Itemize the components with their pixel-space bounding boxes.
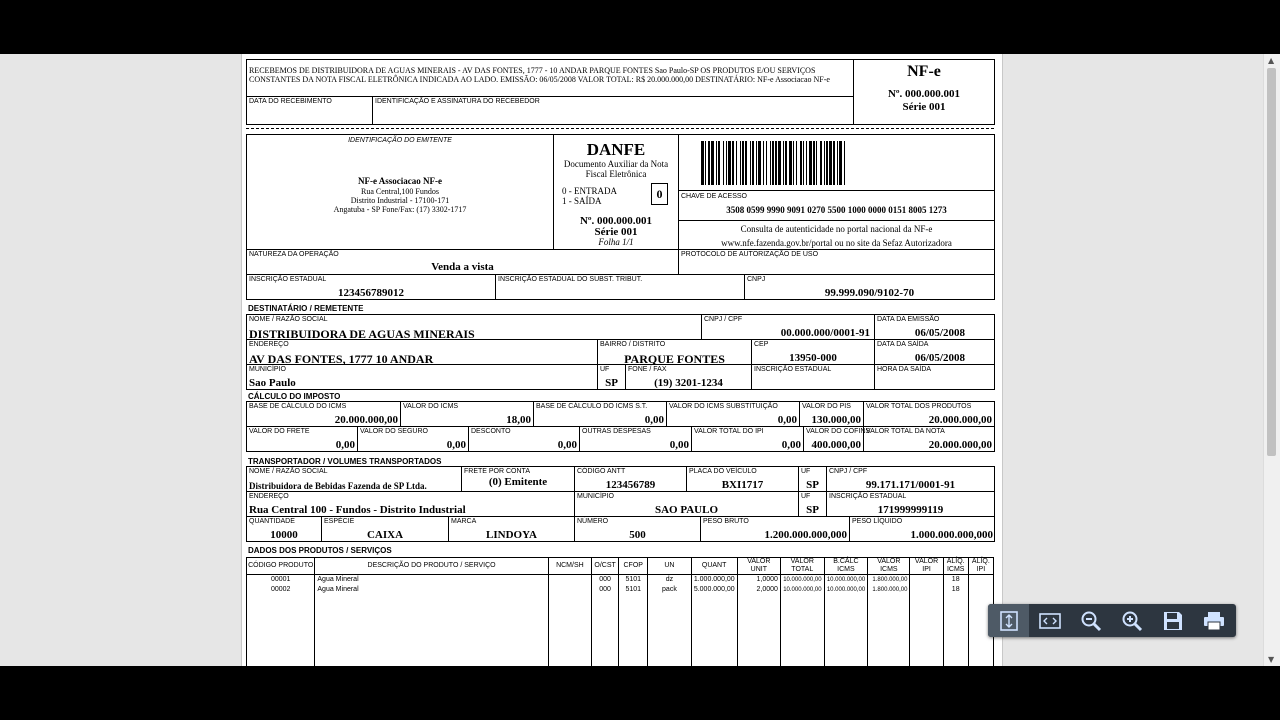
recipient-address-box xyxy=(246,339,598,365)
table-filler-cell xyxy=(824,595,868,666)
recipient-cep-box xyxy=(751,339,875,365)
danfe-subtitle-1: Documento Auxiliar da Nota xyxy=(563,159,669,169)
products-body xyxy=(247,575,994,667)
table-cell: pack xyxy=(648,585,691,595)
tax-row1-cell xyxy=(400,401,534,427)
save-button[interactable] xyxy=(1152,604,1193,637)
consult-line-1: Consulta de autenticidade no portal nacional da NF-e xyxy=(740,224,933,234)
recipient-district-label: BAIRRO / DISTRITO xyxy=(600,341,666,348)
receipt-text: RECEBEMOS DE DISTRIBUIDORA DE AGUAS MINERAIS - AV DAS FONTES, 1777 - 10 ANDAR PARQUE FONTES Sao Paulo-SP OS PRODUTOS E/OU SERVIÇOS CONSTANTES DA NOTA FISCAL ELETRÔNICA INDICADA AO LADO. EMISSÃO: 06/05/2008 VALOR TOTAL: R$ 20.000.000,00 DESTINATÁRIO: NF-e Associacao NF-e xyxy=(249,66,830,84)
zoom-in-icon xyxy=(1120,609,1144,633)
table-cell: 5101 xyxy=(619,585,648,595)
carrier-uf-label: UF xyxy=(801,468,811,475)
table-cell: 5101 xyxy=(619,575,648,586)
nature-box xyxy=(246,249,679,275)
barcode-bar xyxy=(789,141,792,185)
tax-row1-cell xyxy=(533,401,667,427)
table-cell: 00001 xyxy=(247,575,315,586)
tax-row2-label: VALOR TOTAL DO IPI xyxy=(694,428,764,435)
barcode-bar xyxy=(740,141,741,185)
print-button[interactable] xyxy=(1193,604,1234,637)
issuer-box xyxy=(246,134,554,250)
danfe-subtitle-2: Fiscal Eletrônica xyxy=(585,169,647,179)
table-filler-cell xyxy=(247,595,315,666)
barcode-bar xyxy=(701,141,704,185)
products-header-cell: QUANT xyxy=(691,558,737,575)
table-cell: 10.000.000,00 xyxy=(824,575,868,586)
consult-line-2: www.nfe.fazenda.gov.br/portal ou no site da Sefaz Autorizadora xyxy=(721,238,952,248)
carrier-name-value: Distribuidora de Bebidas Fazenda de SP Ltda. xyxy=(249,481,427,491)
zoom-out-button[interactable] xyxy=(1070,604,1111,637)
fit-width-button[interactable] xyxy=(1029,604,1070,637)
barcode-bar xyxy=(800,141,802,185)
tax-section-title: CÁLCULO DO IMPOSTO xyxy=(248,392,341,401)
zoom-out-icon xyxy=(1079,609,1103,633)
ie-st-box xyxy=(495,274,745,300)
barcode-bar xyxy=(820,141,822,185)
carrier-uf2-box xyxy=(798,491,827,517)
danfe-page xyxy=(241,54,1003,666)
products-header-row xyxy=(247,558,994,575)
exit-date-value: 06/05/2008 xyxy=(914,352,965,364)
qty-value: 10000 xyxy=(270,529,298,541)
recipient-address-label: ENDEREÇO xyxy=(249,341,289,348)
qty-label: QUANTIDADE xyxy=(249,518,295,525)
protocol-box xyxy=(678,249,995,275)
document-viewer xyxy=(0,54,1280,666)
barcode-bar xyxy=(736,141,737,185)
table-filler-cell xyxy=(737,595,780,666)
tax-row1-cell xyxy=(863,401,995,427)
barcode-bar xyxy=(708,141,710,185)
table-row xyxy=(247,585,994,595)
products-header-cell: DESCRIÇÃO DO PRODUTO / SERVIÇO xyxy=(315,558,548,575)
ie-value: 123456789012 xyxy=(338,287,404,299)
freight-box xyxy=(461,466,575,492)
table-cell: 1.800.000,00 xyxy=(868,585,910,595)
barcode-bar xyxy=(824,141,825,185)
table-filler-cell xyxy=(592,595,619,666)
table-cell xyxy=(910,575,943,586)
products-header-cell: UN xyxy=(648,558,691,575)
recipient-ie-box xyxy=(751,364,875,390)
brand-value: LINDOYA xyxy=(486,529,537,541)
plate-label: PLACA DO VEÍCULO xyxy=(689,468,757,475)
table-cell: 10.000.000,00 xyxy=(824,585,868,595)
carrier-city-value: SAO PAULO xyxy=(654,504,719,516)
scroll-up-icon[interactable]: ▲ xyxy=(1268,56,1275,65)
danfe-type-value: 0 xyxy=(651,183,668,205)
table-cell: 5.000.000,00 xyxy=(691,585,737,595)
plate-box xyxy=(686,466,799,492)
barcode-bar xyxy=(803,141,804,185)
recipient-name-box xyxy=(246,314,702,340)
tax-row2-cell xyxy=(691,426,804,452)
brand-label: MARCA xyxy=(451,518,477,525)
carrier-cnpj-value: 99.171.171/0001-91 xyxy=(865,479,956,491)
tax-row1-value: 20.000.000,00 xyxy=(334,414,398,426)
table-filler-cell xyxy=(780,595,824,666)
exit-date-label: DATA DA SAÍDA xyxy=(877,341,929,348)
barcode-bar xyxy=(837,141,838,185)
products-header-cell: CFOP xyxy=(619,558,648,575)
table-cell xyxy=(548,585,591,595)
danfe-serie: Série 001 xyxy=(594,226,638,238)
recipient-address-value: AV DAS FONTES, 1777 10 ANDAR xyxy=(249,352,434,366)
barcode-bar xyxy=(813,141,815,185)
barcode-bar xyxy=(844,141,845,185)
carrier-address-label: ENDEREÇO xyxy=(249,493,289,500)
barcode-bar xyxy=(750,141,751,185)
tax-row2-label: OUTRAS DESPESAS xyxy=(582,428,651,435)
recipient-cep-label: CEP xyxy=(754,341,769,348)
tax-row1-value: 0,00 xyxy=(777,414,797,426)
viewer-toolbar xyxy=(988,604,1236,637)
ie-label: INSCRIÇÃO ESTADUAL xyxy=(249,276,327,283)
carrier-cnpj-label: CNPJ / CPF xyxy=(829,468,868,475)
recipient-city-value: Sao Paulo xyxy=(249,377,296,389)
number-value: 500 xyxy=(629,529,646,541)
ie-box xyxy=(246,274,496,300)
antt-box xyxy=(574,466,687,492)
recipient-uf-box xyxy=(597,364,626,390)
barcode-bar xyxy=(829,141,832,185)
barcode-bar xyxy=(778,141,781,185)
barcode-bar xyxy=(809,141,812,185)
products-header-cell: VALOR ICMS xyxy=(868,558,910,575)
danfe-title: DANFE xyxy=(586,140,646,159)
barcode-bar xyxy=(711,141,714,185)
issuer-name: NF-e Associacao NF-e xyxy=(358,176,442,186)
barcode-bar xyxy=(742,141,744,185)
recipient-phone-box xyxy=(625,364,752,390)
fit-page-button[interactable] xyxy=(988,604,1029,637)
barcode-bar xyxy=(763,141,764,185)
carrier-city-box xyxy=(574,491,799,517)
danfe-entrada: 0 - ENTRADA xyxy=(562,186,617,196)
table-cell: Agua Mineral xyxy=(315,585,548,595)
table-cell: 1.000.000,00 xyxy=(691,575,737,586)
issuer-line3: Angatuba - SP Fone/Fax: (17) 3302-1717 xyxy=(333,205,467,214)
issuer-cnpj-value: 99.999.090/9102-70 xyxy=(824,287,915,299)
barcode-bar xyxy=(785,141,787,185)
fit-page-icon xyxy=(997,609,1021,633)
carrier-uf-value: SP xyxy=(806,479,819,491)
tax-row1-label: VALOR DO PIS xyxy=(802,403,851,410)
carrier-address-value: Rua Central 100 - Fundos - Distrito Industrial xyxy=(249,504,466,516)
carrier-ie-box xyxy=(826,491,995,517)
receipt-date-label: DATA DO RECEBIMENTO xyxy=(249,98,332,105)
carrier-name-box xyxy=(246,466,462,492)
recipient-cnpj-box xyxy=(701,314,875,340)
tax-row1-label: BASE DE CÁLCULO DO ICMS xyxy=(249,403,347,410)
tax-row1-cell xyxy=(799,401,864,427)
products-header-cell: VALOR TOTAL xyxy=(780,558,824,575)
table-filler-row xyxy=(247,595,994,666)
barcode-bar xyxy=(816,141,817,185)
danfe-saida: 1 - SAÍDA xyxy=(562,196,602,206)
tax-row2-value: 20.000.000,00 xyxy=(928,439,992,451)
table-cell xyxy=(968,585,993,595)
receipt-sign-label: IDENTIFICAÇÃO E ASSINATURA DO RECEBEDOR xyxy=(375,98,540,105)
tax-row2-cell xyxy=(246,426,358,452)
tax-row2-value: 0,00 xyxy=(446,439,466,451)
nature-label: NATUREZA DA OPERAÇÃO xyxy=(249,251,339,258)
issuer-cnpj-box xyxy=(744,274,995,300)
species-box xyxy=(321,516,449,542)
table-cell: 000 xyxy=(592,575,619,586)
table-cell: Agua Mineral xyxy=(315,575,548,586)
nature-value: Venda a vista xyxy=(431,261,494,273)
recipient-uf-value: SP xyxy=(605,377,618,389)
barcode-bar xyxy=(758,141,761,185)
products-header-cell: ALÍQ. IPI xyxy=(968,558,993,575)
products-header-cell: VALOR UNIT xyxy=(737,558,780,575)
products-header-cell: ALÍQ. ICMS xyxy=(943,558,968,575)
scroll-down-icon[interactable]: ▼ xyxy=(1268,655,1275,664)
net-weight-value: 1.000.000.000,000 xyxy=(910,529,993,541)
tax-row2-label: VALOR TOTAL DA NOTA xyxy=(866,428,945,435)
carrier-uf2-value: SP xyxy=(806,504,819,516)
barcode-bar xyxy=(723,141,724,185)
tax-row2-label: VALOR DO COFINS xyxy=(806,428,871,435)
table-cell xyxy=(548,575,591,586)
barcode-bar xyxy=(728,141,731,185)
recipient-cnpj-label: CNPJ / CPF xyxy=(704,316,743,323)
tax-row2-value: 0,00 xyxy=(669,439,689,451)
table-cell: 000 xyxy=(592,585,619,595)
tax-row2-value: 0,00 xyxy=(557,439,577,451)
table-cell: 1,0000 xyxy=(737,575,780,586)
gross-weight-box xyxy=(700,516,850,542)
barcode-bar xyxy=(775,141,777,185)
receipt-sign-box xyxy=(372,96,854,125)
gross-weight-value: 1.200.000.000,000 xyxy=(764,529,847,541)
barcode-bar xyxy=(745,141,747,185)
table-filler-cell xyxy=(619,595,648,666)
freight-value: (0) Emitente xyxy=(488,476,548,488)
tax-row2-value: 0,00 xyxy=(335,439,355,451)
table-filler-cell xyxy=(315,595,548,666)
issuer-line2: Distrito Industrial - 17100-171 xyxy=(350,196,450,205)
products-header-cell: VALOR IPI xyxy=(910,558,943,575)
tax-row1-cell xyxy=(246,401,401,427)
access-key-box xyxy=(678,190,995,221)
print-icon xyxy=(1202,609,1226,633)
products-table xyxy=(246,557,994,666)
barcode-bar xyxy=(726,141,727,185)
table-cell xyxy=(910,585,943,595)
table-cell: 10.000.000,00 xyxy=(780,575,824,586)
tax-row1-label: VALOR TOTAL DOS PRODUTOS xyxy=(866,403,972,410)
barcode-bar xyxy=(752,141,754,185)
tax-row2-label: VALOR DO SEGURO xyxy=(360,428,428,435)
issuer-cnpj-label: CNPJ xyxy=(747,276,766,283)
carrier-ie-label: INSCRIÇÃO ESTADUAL xyxy=(829,493,907,500)
recipient-name-value: DISTRIBUIDORA DE AGUAS MINERAIS xyxy=(249,327,475,341)
number-box xyxy=(574,516,701,542)
receipt-nfe-serie: Série 001 xyxy=(902,101,946,113)
table-cell xyxy=(968,575,993,586)
tax-row2-cell xyxy=(803,426,871,452)
table-filler-cell xyxy=(910,595,943,666)
tax-row2-value: 0,00 xyxy=(781,439,801,451)
table-filler-cell xyxy=(548,595,591,666)
zoom-in-button[interactable] xyxy=(1111,604,1152,637)
barcode-bar xyxy=(806,141,807,185)
tax-row2-value: 400.000,00 xyxy=(811,439,861,451)
table-filler-cell xyxy=(648,595,691,666)
tax-row1-label: BASE DE CÁLCULO DO ICMS S.T. xyxy=(536,403,648,410)
tax-row1-value: 0,00 xyxy=(644,414,664,426)
tax-row2-cell xyxy=(579,426,692,452)
barcode-bar xyxy=(796,141,797,185)
carrier-address-box xyxy=(246,491,575,517)
table-cell: dz xyxy=(648,575,691,586)
vertical-scrollbar[interactable] xyxy=(1263,54,1280,666)
products-header-cell: CÓDIGO PRODUTO xyxy=(247,558,315,575)
table-cell: 18 xyxy=(943,575,968,586)
access-key-label: CHAVE DE ACESSO xyxy=(681,193,748,200)
receipt-date-box xyxy=(246,96,373,125)
barcode-bar xyxy=(772,141,774,185)
table-cell: 1.800.000,00 xyxy=(868,575,910,586)
barcode-bar xyxy=(718,141,720,185)
barcode-bar xyxy=(766,141,767,185)
products-header-cell: NCM/SH xyxy=(548,558,591,575)
tax-row2-cell xyxy=(357,426,469,452)
qty-box xyxy=(246,516,322,542)
products-header-cell: O/CST xyxy=(592,558,619,575)
table-row xyxy=(247,575,994,586)
tax-row1-value: 130.000,00 xyxy=(811,414,861,426)
issuer-line1: Rua Central,100 Fundos xyxy=(361,187,439,196)
carrier-ie-value: 171999999119 xyxy=(877,504,944,516)
barcode-bar xyxy=(839,141,842,185)
recipient-uf-label: UF xyxy=(600,366,610,373)
products-header-cell: B.CÁLC ICMS xyxy=(824,558,868,575)
antt-value: 123456789 xyxy=(605,479,656,491)
barcode-box xyxy=(678,134,995,191)
tax-row2-cell xyxy=(863,426,995,452)
gross-weight-label: PESO BRUTO xyxy=(703,518,749,525)
tax-row1-label: VALOR DO ICMS xyxy=(403,403,459,410)
carrier-city-label: MUNICÍPIO xyxy=(577,493,614,500)
cut-line xyxy=(246,128,994,129)
antt-label: CÓDIGO ANTT xyxy=(577,468,626,475)
emission-date-label: DATA DA EMISSÃO xyxy=(877,316,940,323)
barcode-bar xyxy=(793,141,794,185)
plate-value: BXI1717 xyxy=(721,479,764,491)
table-filler-cell xyxy=(943,595,968,666)
tax-row2-label: VALOR DO FRETE xyxy=(249,428,310,435)
danfe-folha: Folha 1/1 xyxy=(598,237,634,247)
scroll-thumb[interactable] xyxy=(1267,68,1276,456)
danfe-number: Nº. 000.000.001 xyxy=(579,215,653,227)
table-cell: 2,0000 xyxy=(737,585,780,595)
exit-hour-box xyxy=(874,364,995,390)
table-filler-cell xyxy=(868,595,910,666)
recipient-name-label: NOME / RAZÃO SOCIAL xyxy=(249,316,328,323)
transport-section-title: TRANSPORTADOR / VOLUMES TRANSPORTADOS xyxy=(248,457,442,466)
recipient-cep-value: 13950-000 xyxy=(789,352,837,364)
carrier-uf-box xyxy=(798,466,827,492)
emission-date-value: 06/05/2008 xyxy=(914,327,965,339)
recipient-city-box xyxy=(246,364,598,390)
brand-box xyxy=(448,516,575,542)
danfe-box xyxy=(553,134,679,250)
receipt-nfe-title: NF-e xyxy=(907,63,941,80)
recipient-cnpj-value: 00.000.000/0001-91 xyxy=(780,327,870,339)
carrier-uf2-label: UF xyxy=(801,493,811,500)
recipient-district-box xyxy=(597,339,752,365)
net-weight-box xyxy=(849,516,995,542)
fit-width-icon xyxy=(1038,609,1062,633)
tax-row1-value: 18,00 xyxy=(506,414,531,426)
barcode-bar xyxy=(705,141,706,185)
emission-date-box xyxy=(874,314,995,340)
tax-row1-cell xyxy=(666,401,800,427)
number-label: NÚMERO xyxy=(577,518,609,525)
recipient-ie-label: INSCRIÇÃO ESTADUAL xyxy=(754,366,832,373)
table-cell: 00002 xyxy=(247,585,315,595)
recipient-section-title: DESTINATÁRIO / REMETENTE xyxy=(248,304,364,313)
save-icon xyxy=(1161,609,1185,633)
recipient-district-value: PARQUE FONTES xyxy=(624,352,725,366)
tax-row2-cell xyxy=(468,426,580,452)
recipient-phone-value: (19) 3201-1234 xyxy=(654,377,723,389)
barcode-bar xyxy=(732,141,734,185)
protocol-label: PROTOCOLO DE AUTORIZAÇÃO DE USO xyxy=(681,251,819,258)
barcode xyxy=(701,141,971,185)
table-cell: 10.000.000,00 xyxy=(780,585,824,595)
table-filler-cell xyxy=(691,595,737,666)
issuer-label: IDENTIFICAÇÃO DO EMITENTE xyxy=(348,137,452,144)
carrier-name-label: NOME / RAZÃO SOCIAL xyxy=(249,468,328,475)
barcode-bar xyxy=(716,141,717,185)
barcode-bar xyxy=(783,141,784,185)
barcode-bar xyxy=(756,141,757,185)
receipt-nfe-box xyxy=(853,59,995,125)
products-section-title: DADOS DOS PRODUTOS / SERVIÇOS xyxy=(248,546,392,555)
species-label: ESPÉCIE xyxy=(324,518,355,525)
ie-st-label: INSCRIÇÃO ESTADUAL DO SUBST. TRIBUT. xyxy=(498,276,643,283)
exit-hour-label: HORA DA SAÍDA xyxy=(877,366,932,373)
freight-label: FRETE POR CONTA xyxy=(464,468,530,475)
barcode-bar xyxy=(833,141,835,185)
barcode-bar xyxy=(770,141,771,185)
receipt-nfe-number: Nº. 000.000.001 xyxy=(887,88,961,100)
tax-row2-label: DESCONTO xyxy=(471,428,511,435)
tax-row1-value: 20.000.000,00 xyxy=(928,414,992,426)
exit-date-box xyxy=(874,339,995,365)
consult-box xyxy=(678,220,995,250)
access-key-value: 3508 0599 9990 9091 0270 5500 1000 0000 0151 8005 1273 xyxy=(726,205,947,215)
table-cell: 18 xyxy=(943,585,968,595)
species-value: CAIXA xyxy=(366,529,404,541)
net-weight-label: PESO LÍQUIDO xyxy=(852,518,903,525)
recipient-city-label: MUNICÍPIO xyxy=(249,366,286,373)
recipient-phone-label: FONE / FAX xyxy=(628,366,667,373)
tax-row1-label: VALOR DO ICMS SUBSTITUIÇÃO xyxy=(669,403,778,410)
carrier-cnpj-box xyxy=(826,466,995,492)
barcode-bar xyxy=(826,141,828,185)
